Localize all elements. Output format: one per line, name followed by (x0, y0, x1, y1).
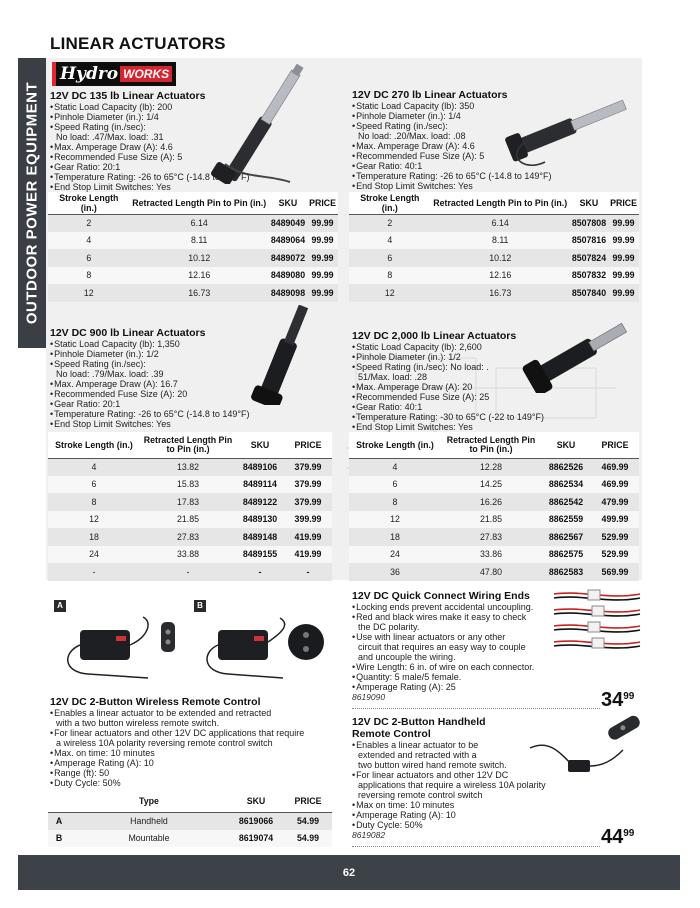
actuator-2000lb-details (352, 330, 592, 432)
stroke-cell: 12 (349, 511, 441, 529)
wireless-remote-handheld-image (58, 612, 190, 684)
column-header: Stroke Length (in.) (48, 192, 130, 214)
table-row (48, 249, 338, 267)
table-row (349, 458, 639, 476)
sku-cell: 8489049 (269, 214, 307, 232)
column-header: SKU (269, 192, 307, 214)
sku-cell: 8862542 (541, 493, 591, 511)
actuator-270lb-features (352, 101, 592, 191)
quick-connect-features (352, 602, 562, 692)
length-cell: 12.28 (441, 458, 541, 476)
stroke-cell: 12 (48, 511, 140, 529)
length-cell: 33.88 (140, 546, 236, 564)
column-header: Retracted Length Pin to Pin (in.) (130, 192, 269, 214)
quick-connect-wires-image (550, 586, 642, 666)
variant-b-tag: B (194, 600, 206, 612)
price-cell: 469.99 (591, 476, 639, 494)
feature-item: • Use with linear actuators or any other (352, 632, 562, 642)
table-row (349, 511, 639, 529)
price-cell: 419.99 (284, 546, 332, 564)
table-row (349, 563, 639, 581)
feature-item: • Pinhole Diameter (in.): 1/4 (352, 111, 592, 121)
price-cell: 99.99 (608, 214, 639, 232)
feature-item: and uncouple the wiring. (358, 652, 456, 662)
stroke-cell: 24 (48, 546, 140, 564)
feature-item: a wireless 10A polarity reversing remote control switch (56, 738, 273, 748)
column-header: PRICE (608, 192, 639, 214)
table-row (349, 214, 639, 232)
table-row (48, 214, 338, 232)
length-cell: 6.14 (130, 214, 269, 232)
length-cell: - (140, 563, 236, 581)
feature-item: • Max. Amperage Draw (A): 4.6 (352, 141, 592, 151)
feature-item: with a two button wireless remote switch. (56, 718, 220, 728)
feature-item: • Recommended Fuse Size (A): 20 (50, 389, 290, 399)
sku-cell: 8489072 (269, 249, 307, 267)
feature-item: • Max. Amperage Draw (A): 4.6 (50, 142, 280, 152)
sku-cell: 8489122 (236, 493, 284, 511)
column-header: Stroke Length (in.) (349, 432, 441, 458)
table-row (48, 830, 332, 848)
price-cell: 399.99 (284, 511, 332, 529)
feature-item: • Static Load Capacity (lb): 200 (50, 102, 280, 112)
length-cell: 21.85 (140, 511, 236, 529)
actuator-270lb-table (349, 192, 639, 302)
quick-connect-price-dollars: 34 (601, 689, 624, 711)
handheld-remote-price (601, 826, 634, 849)
table-row (48, 511, 332, 529)
column-header: SKU (570, 192, 608, 214)
stroke-cell: 4 (349, 458, 441, 476)
table-row (349, 493, 639, 511)
table-row (48, 528, 332, 546)
handheld-remote-title (352, 716, 572, 740)
table-row (349, 267, 639, 285)
handheld-remote-title-line1: 12V DC 2-Button Handheld (352, 716, 486, 728)
price-cell: - (284, 563, 332, 581)
column-header: SKU (228, 790, 284, 812)
sku-cell: 8489148 (236, 528, 284, 546)
sku-cell: 8489130 (236, 511, 284, 529)
table-row (349, 476, 639, 494)
variant-cell: A (48, 812, 70, 830)
handheld-remote-price-dollars: 44 (601, 826, 624, 848)
feature-item: • Wire Length: 6 in. of wire on each connector. (352, 662, 562, 672)
sku-cell: 8862583 (541, 563, 591, 581)
feature-item: • Recommended Fuse Size (A): 25 (352, 392, 592, 402)
sku-cell: 8489114 (236, 476, 284, 494)
stroke-cell: 2 (48, 214, 130, 232)
actuator-900lb-features (50, 339, 290, 429)
feature-item: • Duty Cycle: 50% (50, 778, 340, 788)
section-side-tab-label: OUTDOOR POWER EQUIPMENT (23, 81, 41, 325)
sku-cell: 8489098 (269, 284, 307, 302)
sku-cell: 8507824 (570, 249, 608, 267)
column-header: PRICE (284, 432, 332, 458)
feature-item: • Temperature Rating: -26 to 65°C (-14.8 to 149°F) (50, 409, 290, 419)
stroke-cell: 18 (48, 528, 140, 546)
price-cell: 54.99 (284, 812, 332, 830)
feature-item: • Recommended Fuse Size (A): 5 (352, 151, 592, 161)
type-cell: Handheld (70, 812, 228, 830)
actuator-270lb-details (352, 89, 592, 191)
price-cell: 99.99 (608, 232, 639, 250)
length-cell: 16.73 (130, 284, 269, 302)
feature-item: • End Stop Limit Switches: Yes (352, 181, 592, 191)
column-header: SKU (541, 432, 591, 458)
price-cell: 479.99 (591, 493, 639, 511)
price-cell: 499.99 (591, 511, 639, 529)
actuator-135lb-features (50, 102, 280, 192)
length-cell: 16.73 (431, 284, 570, 302)
stroke-cell: 36 (349, 563, 441, 581)
quick-connect-price (601, 689, 634, 712)
feature-item: circuit that requires an easy way to couple (358, 642, 526, 652)
price-cell: 379.99 (284, 493, 332, 511)
feature-item: • Max. Amperage Draw (A): 20 (352, 382, 592, 392)
stroke-cell: 8 (349, 267, 431, 285)
price-cell: 54.99 (284, 830, 332, 848)
sku-cell: 8862526 (541, 458, 591, 476)
feature-item: the DC polarity. (358, 622, 420, 632)
sku-cell: 8862534 (541, 476, 591, 494)
feature-item: • Pinhole Diameter (in.): 1/4 (50, 112, 280, 122)
actuator-2000lb-features (352, 342, 592, 432)
feature-item: • Enables a linear actuator to be (352, 740, 572, 750)
sku-cell: 8619074 (228, 830, 284, 848)
feature-item: • Max on time: 10 minutes (352, 800, 572, 810)
variant-cell: B (48, 830, 70, 848)
column-header: Retracted Length Pin to Pin (in.) (441, 432, 541, 458)
feature-item: • End Stop Limit Switches: Yes (50, 182, 280, 192)
feature-item: two button wired hand remote switch. (358, 760, 507, 770)
column-header: Type (70, 790, 228, 812)
feature-item: • Speed Rating (in./sec): (352, 121, 592, 131)
actuator-900lb-details (50, 327, 290, 429)
feature-item: • Pinhole Diameter (in.): 1/2 (50, 349, 290, 359)
feature-item: • Temperature Rating: -30 to 65°C (-22 to 149°F) (352, 412, 592, 422)
table-row (48, 563, 332, 581)
price-cell: 379.99 (284, 476, 332, 494)
feature-item: applications that require a wireless 10A polarity (358, 780, 546, 790)
column-header: Stroke Length (in.) (48, 432, 140, 458)
feature-item: • Duty Cycle: 50% (352, 820, 572, 830)
table-row (349, 284, 639, 302)
length-cell: 16.26 (441, 493, 541, 511)
actuator-900lb-title: 12V DC 900 lb Linear Actuators (50, 327, 206, 339)
actuator-2000lb-table (349, 432, 639, 581)
feature-item: • Amperage Rating (A): 10 (352, 810, 572, 820)
price-cell: 99.99 (307, 232, 338, 250)
price-cell: 379.99 (284, 458, 332, 476)
feature-item: • Temperature Rating: -26 to 65°C (-14.8 to 149°F) (352, 171, 592, 181)
price-cell: 529.99 (591, 528, 639, 546)
column-header: Retracted Length Pin to Pin (in.) (140, 432, 236, 458)
actuator-135lb-details (50, 90, 280, 192)
stroke-cell: - (48, 563, 140, 581)
quick-connect-price-cents: 99 (623, 691, 635, 702)
footer-bar (18, 855, 680, 890)
feature-item: • Red and black wires make it easy to check (352, 612, 562, 622)
column-header: PRICE (284, 790, 332, 812)
length-cell: 6.14 (431, 214, 570, 232)
column-header: PRICE (307, 192, 338, 214)
feature-item: • Static Load Capacity (lb): 350 (352, 101, 592, 111)
handheld-remote-features (352, 740, 572, 830)
length-cell: 10.12 (130, 249, 269, 267)
feature-item: No load: .20/Max. load: .08 (358, 131, 466, 141)
price-cell: 419.99 (284, 528, 332, 546)
feature-item: • Gear Ratio: 20:1 (50, 162, 280, 172)
price-cell: 99.99 (307, 267, 338, 285)
feature-item: • Temperature Rating: -26 to 65°C (-14.8 to 149°F) (50, 172, 280, 182)
handheld-remote-sku: 8619082 (352, 830, 386, 840)
stroke-cell: 4 (48, 458, 140, 476)
actuator-135lb-title: 12V DC 135 lb Linear Actuators (50, 90, 206, 102)
length-cell: 21.85 (441, 511, 541, 529)
price-cell: 99.99 (608, 249, 639, 267)
length-cell: 14.25 (441, 476, 541, 494)
actuator-135lb-table (48, 192, 338, 302)
logo-works-text: WORKS (120, 66, 172, 82)
table-row (48, 546, 332, 564)
feature-item: extended and retracted with a (358, 750, 477, 760)
handheld-remote-title-line2: Remote Control (352, 728, 431, 740)
sku-cell: 8489155 (236, 546, 284, 564)
price-leader-line (352, 708, 600, 709)
table-row (48, 812, 332, 830)
sku-cell: 8619066 (228, 812, 284, 830)
stroke-cell: 24 (349, 546, 441, 564)
hydroworks-logo (52, 62, 176, 86)
wireless-remote-details (50, 696, 340, 788)
sku-cell: 8507832 (570, 267, 608, 285)
length-cell: 13.82 (140, 458, 236, 476)
table-row (349, 546, 639, 564)
wireless-remote-mountable-image (198, 612, 330, 684)
feature-item: • Amperage Rating (A): 10 (50, 758, 340, 768)
feature-item: • Enables a linear actuator to be extended and retracted (50, 708, 340, 718)
price-cell: 99.99 (307, 284, 338, 302)
feature-item: • Speed Rating (in./sec): (50, 359, 290, 369)
feature-item: • Range (ft): 50 (50, 768, 340, 778)
feature-item: No load: .79/Max. load: .39 (56, 369, 164, 379)
feature-item: • Quantity: 5 male/5 female. (352, 672, 562, 682)
feature-item: • Locking ends prevent accidental uncoupling. (352, 602, 562, 612)
column-header: SKU (236, 432, 284, 458)
actuator-2000lb-title: 12V DC 2,000 lb Linear Actuators (352, 330, 517, 342)
length-cell: 15.83 (140, 476, 236, 494)
feature-item: • Speed Rating (in./sec): (50, 122, 280, 132)
feature-item: • Static Load Capacity (lb): 1,350 (50, 339, 290, 349)
table-row (48, 232, 338, 250)
feature-item: • Max. on time: 10 minutes (50, 748, 340, 758)
stroke-cell: 4 (349, 232, 431, 250)
feature-item: • Gear Ratio: 40:1 (352, 402, 592, 412)
feature-item: • Static Load Capacity (lb): 2,600 (352, 342, 592, 352)
stroke-cell: 8 (48, 493, 140, 511)
table-row (48, 284, 338, 302)
table-row (349, 249, 639, 267)
type-cell: Mountable (70, 830, 228, 848)
sku-cell: 8862575 (541, 546, 591, 564)
stroke-cell: 6 (48, 476, 140, 494)
feature-item: • Recommended Fuse Size (A): 5 (50, 152, 280, 162)
table-row (48, 267, 338, 285)
sku-cell: - (236, 563, 284, 581)
feature-item: • For linear actuators and other 12V DC applications that require (50, 728, 340, 738)
stroke-cell: 6 (48, 249, 130, 267)
price-cell: 529.99 (591, 546, 639, 564)
sku-cell: 8489064 (269, 232, 307, 250)
length-cell: 10.12 (431, 249, 570, 267)
feature-item: • For linear actuators and other 12V DC (352, 770, 572, 780)
table-row (48, 458, 332, 476)
sku-cell: 8507816 (570, 232, 608, 250)
sku-cell: 8862567 (541, 528, 591, 546)
handheld-remote-details (352, 716, 572, 840)
wireless-remote-table (48, 790, 332, 847)
price-leader-line (352, 846, 600, 847)
stroke-cell: 6 (349, 476, 441, 494)
column-header: PRICE (591, 432, 639, 458)
feature-item: • Max. Amperage Draw (A): 16.7 (50, 379, 290, 389)
length-cell: 27.83 (441, 528, 541, 546)
price-cell: 99.99 (608, 267, 639, 285)
sku-cell: 8507840 (570, 284, 608, 302)
page-number: 62 (342, 866, 356, 879)
feature-item: • Gear Ratio: 20:1 (50, 399, 290, 409)
length-cell: 12.16 (130, 267, 269, 285)
handheld-remote-price-cents: 99 (623, 828, 635, 839)
quick-connect-sku: 8619090 (352, 692, 386, 702)
stroke-cell: 8 (349, 493, 441, 511)
wireless-remote-title: 12V DC 2-Button Wireless Remote Control (50, 696, 261, 708)
page-title: LINEAR ACTUATORS (50, 34, 226, 53)
stroke-cell: 18 (349, 528, 441, 546)
feature-item: • End Stop Limit Switches: Yes (352, 422, 592, 432)
stroke-cell: 2 (349, 214, 431, 232)
section-side-tab (18, 58, 46, 348)
stroke-cell: 8 (48, 267, 130, 285)
wireless-remote-features (50, 708, 340, 788)
price-cell: 99.99 (307, 214, 338, 232)
column-header: Stroke Length (in.) (349, 192, 431, 214)
length-cell: 27.83 (140, 528, 236, 546)
stroke-cell: 12 (349, 284, 431, 302)
stroke-cell: 6 (349, 249, 431, 267)
actuator-270lb-title: 12V DC 270 lb Linear Actuators (352, 89, 508, 101)
column-header (48, 790, 70, 812)
variant-a-tag: A (54, 600, 66, 612)
price-cell: 99.99 (608, 284, 639, 302)
length-cell: 17.83 (140, 493, 236, 511)
sku-cell: 8507808 (570, 214, 608, 232)
feature-item: • End Stop Limit Switches: Yes (50, 419, 290, 429)
price-cell: 469.99 (591, 458, 639, 476)
feature-item: • Pinhole Diameter (in.): 1/2 (352, 352, 592, 362)
logo-hydro-text: Hydro (60, 64, 119, 84)
price-cell: 569.99 (591, 563, 639, 581)
feature-item: reversing remote control switch (358, 790, 483, 800)
stroke-cell: 4 (48, 232, 130, 250)
quick-connect-title: 12V DC Quick Connect Wiring Ends (352, 590, 530, 602)
feature-item: • Gear Ratio: 40:1 (352, 161, 592, 171)
table-row (48, 493, 332, 511)
feature-item: 51/Max. load: .28 (358, 372, 428, 382)
quick-connect-details (352, 590, 562, 702)
table-row (349, 232, 639, 250)
length-cell: 8.11 (130, 232, 269, 250)
actuator-900lb-table (48, 432, 332, 581)
column-header: Retracted Length Pin to Pin (in.) (431, 192, 570, 214)
feature-item: • Amperage Rating (A): 25 (352, 682, 562, 692)
length-cell: 47.80 (441, 563, 541, 581)
length-cell: 12.16 (431, 267, 570, 285)
feature-item: • Speed Rating (in./sec): No load: . (352, 362, 592, 372)
sku-cell: 8489080 (269, 267, 307, 285)
sku-cell: 8489106 (236, 458, 284, 476)
table-row (48, 476, 332, 494)
feature-item: No load: .47/Max. load: .31 (56, 132, 164, 142)
stroke-cell: 12 (48, 284, 130, 302)
table-row (349, 528, 639, 546)
length-cell: 33.86 (441, 546, 541, 564)
length-cell: 8.11 (431, 232, 570, 250)
price-cell: 99.99 (307, 249, 338, 267)
sku-cell: 8862559 (541, 511, 591, 529)
